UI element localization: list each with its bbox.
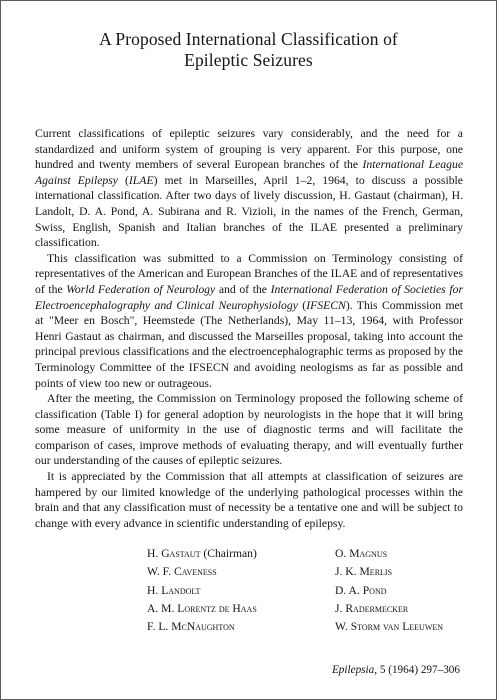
signatory-initials: H. <box>147 583 159 597</box>
title-line-2: Epileptic Seizures <box>184 50 313 70</box>
citation-journal: Epilepsia, <box>331 664 378 676</box>
signatory-initials: H. <box>147 547 159 560</box>
italic-term: International Federation of Societies for Electroencephalography and Clinical Neurophysiology <box>35 282 463 312</box>
paragraph <box>35 469 463 531</box>
signatures-left-column <box>147 545 335 636</box>
signatory <box>147 618 335 636</box>
signatory-surname: Lorentz de Haas <box>177 601 257 615</box>
italic-term: ILAE <box>128 173 154 187</box>
signatory-initials: A. M. <box>147 601 175 615</box>
text-run: ( <box>297 298 307 312</box>
signatory-surname: Caveness <box>174 565 217 579</box>
signatory-initials: J. K. <box>335 565 357 579</box>
title-line-1: A Proposed International Classification of <box>99 29 398 49</box>
paragraph <box>35 126 463 251</box>
signatory <box>335 545 443 563</box>
signatory <box>147 563 335 581</box>
signatures-right-column <box>335 545 443 636</box>
journal-citation <box>332 664 460 676</box>
signatory <box>335 618 443 636</box>
signatory-surname: McNaughton <box>171 620 235 634</box>
signatory-surname: Storm van Leeuwen <box>350 620 444 634</box>
citation-details: 5 (1964) 297–306 <box>379 664 460 676</box>
body-text <box>35 126 463 531</box>
signatory-surname: Pond <box>362 583 387 597</box>
document-title <box>1 29 496 71</box>
signatory-surname: Merlis <box>359 565 393 579</box>
text-run: and of the <box>215 282 271 296</box>
signatory-surname: Gastaut <box>161 547 201 560</box>
text-run: ) met in Marseilles, April 1–2, 1964, to discuss a possible international classification. After two days of lively discussion, H. Gastaut (chairman), H. Landolt, D. A. Pond, A. Subirana and R. Vizioli, in the names of the French, German, Swiss, English, Spanish and Italian branches of the ILAE presented a preliminary classification. <box>35 173 463 250</box>
text-run: Current classifications of epileptic seizures vary considerably, and the need for a standardized and uniform system of grouping is very apparent. For this purpose, one hundred and twenty members of several European branches of the <box>35 127 463 172</box>
signatory-initials: F. L. <box>147 620 169 634</box>
paragraph <box>35 251 463 391</box>
signatory-surname: Magnus <box>349 547 388 560</box>
signatory-surname: Radermecker <box>345 601 409 615</box>
text-run: ( <box>117 173 129 187</box>
signatory <box>147 600 335 618</box>
signatory-initials: D. A. <box>335 583 360 597</box>
paragraph <box>35 391 463 469</box>
text-run: This classification was submitted to a Commission on Terminology consisting of representatives of the American and European Branches of the ILAE and of representatives of the <box>35 251 463 296</box>
signatory <box>147 582 335 600</box>
signatory-surname: Landolt <box>161 583 201 597</box>
italic-term: IFSECN <box>306 298 346 312</box>
signatory-role: (Chairman) <box>203 547 257 560</box>
text-run: It is appreciated by the Commission that all attempts at classification of seizures are hampered by our limited knowledge of the underlying pathological processes within the brain and that any classification must of necessity be a tentative one and will be subject to change with every advance in scientific understanding of epilepsy. <box>35 470 463 530</box>
signatory-initials: W. <box>335 620 348 634</box>
text-run: After the meeting, the Commission on Terminology proposed the following scheme of classification (Table I) for general adoption by neurologists in the hope that it will bring some measure of uniformity in the use of diagnostic terms and will facilitate the comparison of cases, improve methods of evaluating therapy, and will eventually further our understanding of the causes of epileptic seizures. <box>35 392 463 468</box>
text-run: ). This Commission met at "Meer en Bosch", Heemstede (The Netherlands), May 11–13, 1964, with Professor Henri Gastaut as chairman, and discussed the Marseilles proposal, taking into account the principal previous classifications and the electroencephalographic terms as proposed by the Terminology Committee of the IFSECN and avoiding neologisms as far as possible and points of view too new or outrageous. <box>35 298 463 390</box>
italic-term: International League Against Epilepsy <box>35 158 464 187</box>
signatory <box>335 563 443 581</box>
signatures <box>147 545 467 636</box>
italic-term: World Federation of Neurology <box>66 282 216 296</box>
signatory-initials: W. F. <box>147 565 172 579</box>
signatory-initials: O. <box>335 547 347 560</box>
signatory <box>147 545 335 563</box>
signatory <box>335 600 443 618</box>
signatory <box>335 582 443 600</box>
signatory-initials: J. <box>335 601 343 615</box>
